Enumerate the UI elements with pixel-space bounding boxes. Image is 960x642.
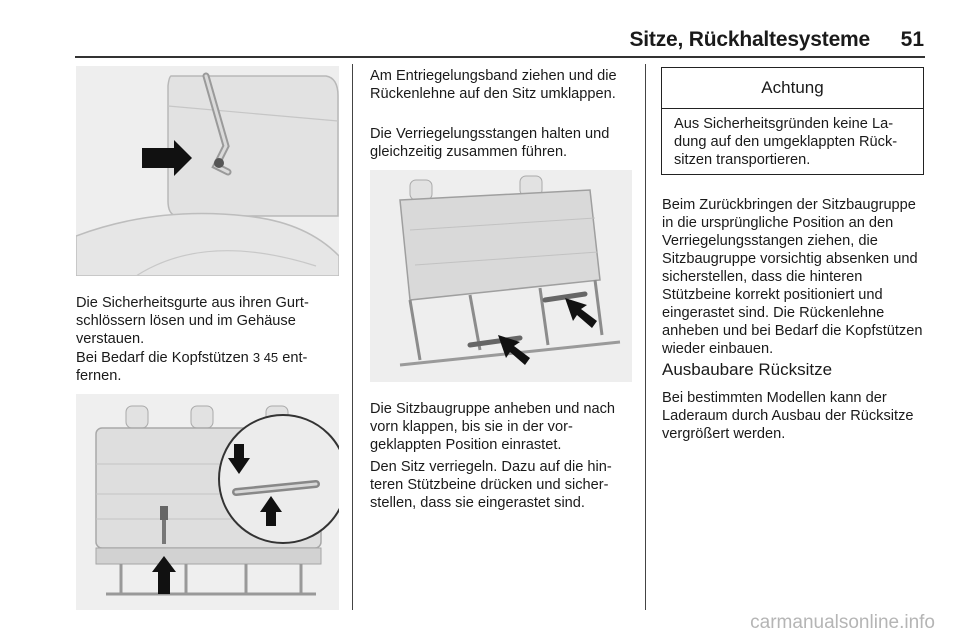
paragraph-lock-seat: Den Sitz verriegeln. Dazu auf die hinteren Stützbeine drücken und sicherstellen, dass sie eingerastet sind. [370, 459, 612, 511]
watermark: carmanualsonline.info [750, 612, 935, 633]
page-number: 51 [900, 28, 924, 51]
paragraph-remove-headrests-text: Bei Bedarf die Kopfstützen [76, 350, 253, 366]
figure-folded-seat-assembly [370, 170, 632, 382]
paragraph-lift-seat-assembly: Die Sitzbaugruppe anheben und nach vorn klappen, bis sie in der vorgeklappten Position einrastet. [370, 401, 616, 453]
paragraph-removable-seats: Bei bestimmten Modellen kann der Laderaum durch Ausbau der Rücksitze vergrößert werden. [662, 390, 914, 442]
caution-title: Achtung [662, 68, 923, 109]
paragraph-fold-backrest: Am Entriegelungsband ziehen und die Rückenlehne auf den Sitz umklappen. [370, 68, 617, 102]
caution-text: Aus Sicherheitsgründen keine Ladung auf den umgeklappten Rücksitzen transportieren. [674, 116, 898, 168]
paragraph-restore-seat: Beim Zurückbringen der Sitzbaugruppe in die ursprüngliche Position an den Verriegelungsstangen ziehen, die Sitzbaugruppe vorsichtig absenken und sicherstellen, dass die hinteren Stützbeine korrekt positioniert und eingerastet sind. Die Rückenlehne anheben und bei Bedarf die Kopfstützen wieder einbauen. [662, 197, 923, 357]
page-title: Sitze, Rückhaltesysteme [629, 28, 870, 51]
section-heading-removable-rear-seats: Ausbaubare Rücksitze [662, 360, 833, 379]
figure-seatbelt-stowage [76, 66, 339, 276]
paragraph-remove-headrests [76, 349, 342, 385]
paragraph-stow-seatbelts: Die Sicherheitsgurte aus ihren Gurtschlössern lösen und im Gehäuse verstauen. [76, 295, 309, 347]
header-rule [75, 56, 925, 58]
figure-rear-seat-release [76, 394, 339, 610]
caution-box [661, 67, 924, 175]
paragraph-hold-locking-bars: Die Verriegelungsstangen halten und gleichzeitig zusammen führen. [370, 126, 610, 160]
column-divider-left [352, 64, 353, 610]
page-reference-link[interactable]: 3 45 [252, 350, 279, 365]
column-divider-right [645, 64, 646, 610]
paragraph-remove-headrests-end: entfernen. [76, 350, 308, 384]
